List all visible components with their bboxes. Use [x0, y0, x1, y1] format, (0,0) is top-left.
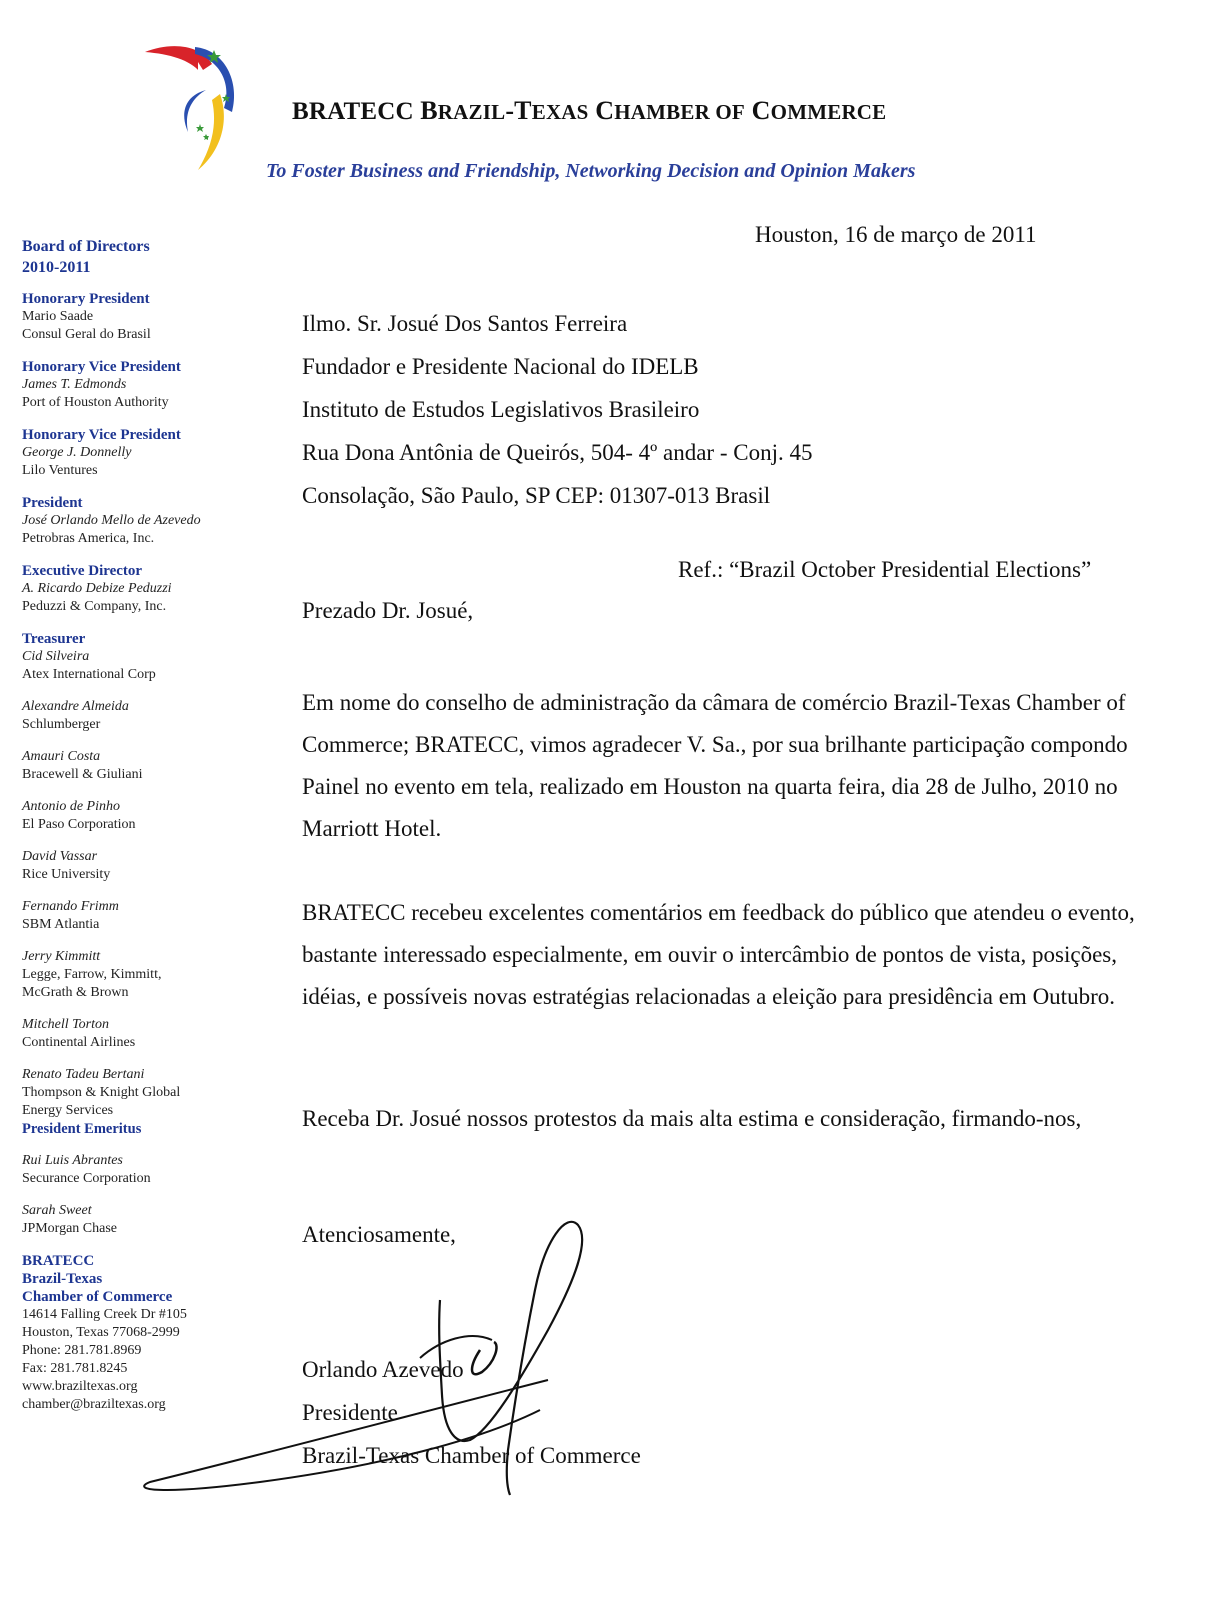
recipient-street: Rua Dona Antônia de Queirós, 504- 4º andar - Conj. 45	[302, 440, 813, 465]
org-name-part: -T	[505, 96, 532, 125]
board-member	[22, 290, 252, 344]
member-role: Executive Director	[22, 563, 143, 579]
member-organization: El Paso Corporation	[22, 817, 136, 832]
member-organization: Rice University	[22, 867, 111, 882]
member-name: A. Ricardo Debize Peduzzi	[22, 581, 172, 596]
board-member	[22, 948, 252, 1002]
member-organization-2: Energy Services	[22, 1103, 114, 1118]
tagline: To Foster Business and Friendship, Networking Decision and Opinion Makers	[266, 160, 916, 182]
contact-org-name: Brazil-Texas	[22, 1271, 103, 1287]
board-member	[22, 1066, 252, 1138]
member-role: Honorary Vice President	[22, 359, 181, 375]
member-role: Honorary Vice President	[22, 427, 181, 443]
member-name: Renato Tadeu Bertani	[22, 1067, 145, 1082]
signer-name: Orlando Azevedo	[302, 1357, 464, 1382]
body-paragraph-3: Receba Dr. Josué nossos protestos da mais alta estima e consideração, firmando-nos,	[302, 1106, 1082, 1131]
org-name-part: C	[588, 96, 615, 125]
member-organization: Bracewell & Giuliani	[22, 767, 143, 782]
contact-address: 14614 Falling Creek Dr #105	[22, 1307, 187, 1322]
member-organization: JPMorgan Chase	[22, 1221, 118, 1236]
member-name: Rui Luis Abrantes	[22, 1153, 123, 1168]
board-member	[22, 1152, 252, 1188]
member-organization-2: McGrath & Brown	[22, 985, 129, 1000]
closing: Atenciosamente,	[302, 1222, 456, 1247]
contact-email: chamber@braziltexas.org	[22, 1397, 166, 1412]
member-role-after: President Emeritus	[22, 1121, 142, 1137]
organization-title	[292, 96, 886, 126]
reference-line: Ref.: “Brazil October Presidential Elections”	[678, 557, 1092, 582]
member-organization: Port of Houston Authority	[22, 395, 169, 410]
org-name-part: OMMERCE	[770, 100, 887, 124]
member-organization: Atex International Corp	[22, 667, 156, 682]
recipient-name: Ilmo. Sr. Josué Dos Santos Ferreira	[302, 311, 628, 336]
board-member	[22, 426, 252, 480]
signer-title: Presidente	[302, 1400, 398, 1425]
salutation: Prezado Dr. Josué,	[302, 598, 474, 623]
body-paragraph-1: Em nome do conselho de administração da câmara de comércio Brazil-Texas Chamber of Commerce; BRATECC, vimos agradecer V. Sa., por sua brilhante participação compondo Painel no evento em tela, realizado em Houston na quarta feira, dia 28 de Julho, 2010 no Marriott Hotel.	[302, 690, 1128, 841]
member-organization: Continental Airlines	[22, 1035, 136, 1050]
board-sidebar	[22, 236, 252, 1414]
contact-fax: Fax: 281.781.8245	[22, 1361, 128, 1376]
recipient-address	[302, 302, 812, 517]
contact-website: www.braziltexas.org	[22, 1379, 138, 1394]
member-organization: Peduzzi & Company, Inc.	[22, 599, 167, 614]
member-organization: Consul Geral do Brasil	[22, 327, 151, 342]
board-member	[22, 898, 252, 934]
member-name: Mitchell Torton	[22, 1017, 109, 1032]
member-role: Treasurer	[22, 631, 86, 647]
board-heading	[22, 236, 252, 278]
member-organization: Lilo Ventures	[22, 463, 98, 478]
member-name: José Orlando Mello de Azevedo	[22, 513, 201, 528]
board-title: Board of Directors	[22, 238, 150, 255]
board-member	[22, 494, 252, 548]
contact-block	[22, 1252, 252, 1414]
board-member	[22, 1016, 252, 1052]
member-organization: Securance Corporation	[22, 1171, 151, 1186]
contact-city: Houston, Texas 77068-2999	[22, 1325, 180, 1340]
member-name: Jerry Kimmitt	[22, 949, 101, 964]
member-role: Honorary President	[22, 291, 150, 307]
signature-block	[302, 1348, 641, 1477]
org-name-part: RAZIL	[437, 100, 506, 124]
contact-org-acronym: BRATECC	[22, 1253, 95, 1269]
board-member	[22, 630, 252, 684]
member-organization: Thompson & Knight Global	[22, 1085, 181, 1100]
member-name: Mario Saade	[22, 309, 94, 324]
org-name-part: B	[420, 96, 438, 125]
board-member	[22, 848, 252, 884]
member-name: Amauri Costa	[22, 749, 101, 764]
body-paragraph-2: BRATECC recebeu excelentes comentários em feedback do público que atendeu o evento, bastante interessado especialmente, em ouvir o intercâmbio de pontos de vista, posições, idéias, e possíveis novas estratégias relacionadas a eleição para presidência em Outubro.	[302, 900, 1135, 1009]
member-organization: Petrobras America, Inc.	[22, 531, 155, 546]
member-name: David Vassar	[22, 849, 98, 864]
board-member	[22, 358, 252, 412]
org-name-part: C	[744, 96, 771, 125]
org-name-part: EXAS	[531, 100, 589, 124]
signer-organization: Brazil-Texas Chamber of Commerce	[302, 1443, 641, 1468]
board-member	[22, 1202, 252, 1238]
member-organization: Schlumberger	[22, 717, 101, 732]
member-name: Cid Silveira	[22, 649, 90, 664]
board-member	[22, 698, 252, 734]
member-organization: SBM Atlantia	[22, 917, 100, 932]
member-role: President	[22, 495, 83, 511]
member-name: Sarah Sweet	[22, 1203, 92, 1218]
board-years: 2010-2011	[22, 259, 91, 276]
member-name: James T. Edmonds	[22, 377, 127, 392]
board-member	[22, 562, 252, 616]
bratecc-logo	[140, 42, 255, 177]
letter-date: Houston, 16 de março de 2011	[755, 222, 1037, 247]
contact-phone: Phone: 281.781.8969	[22, 1343, 142, 1358]
recipient-city: Consolação, São Paulo, SP CEP: 01307-013 Brasil	[302, 483, 771, 508]
member-organization: Legge, Farrow, Kimmitt,	[22, 967, 162, 982]
contact-org-name-2: Chamber of Commerce	[22, 1289, 173, 1305]
board-member	[22, 798, 252, 834]
board-member	[22, 748, 252, 784]
recipient-title: Fundador e Presidente Nacional do IDELB	[302, 354, 699, 379]
org-acronym: BRATECC	[292, 98, 414, 125]
member-name: Fernando Frimm	[22, 899, 119, 914]
recipient-institute: Instituto de Estudos Legislativos Brasileiro	[302, 397, 700, 422]
board-member-list	[22, 290, 252, 1238]
member-name: George J. Donnelly	[22, 445, 132, 460]
member-name: Antonio de Pinho	[22, 799, 120, 814]
org-name-part: HAMBER OF	[614, 100, 745, 124]
member-name: Alexandre Almeida	[22, 699, 129, 714]
